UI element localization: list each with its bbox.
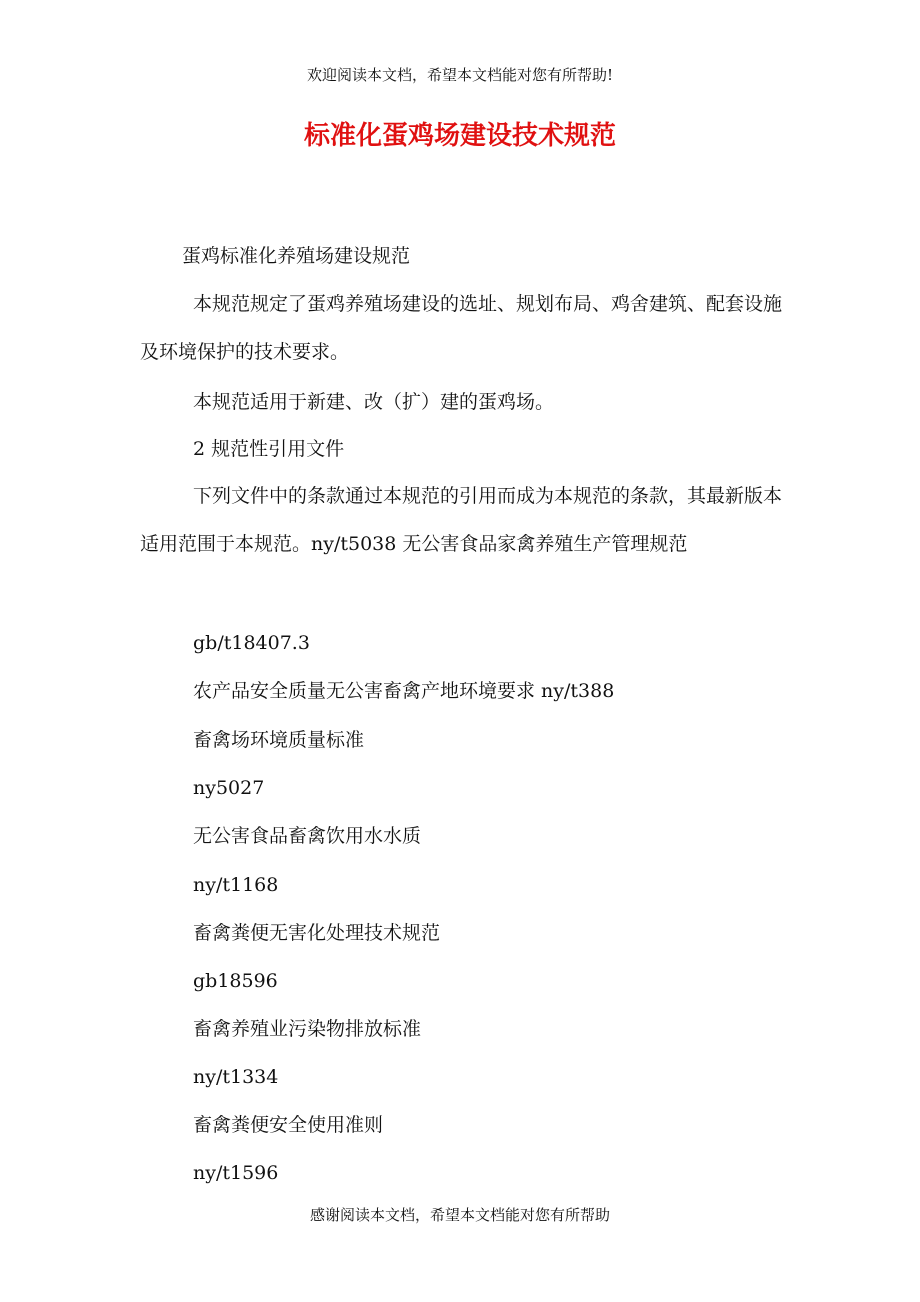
paragraph-applicability: 本规范适用于新建、改（扩）建的蛋鸡场。 — [193, 391, 555, 413]
reference-item: gb18596 — [193, 970, 278, 992]
reference-item: gb/t18407.3 — [193, 632, 310, 654]
reference-item: 畜禽养殖业污染物排放标准 — [193, 1018, 422, 1040]
paragraph-subtitle: 蛋鸡标准化养殖场建设规范 — [182, 245, 411, 267]
reference-item: 畜禽场环境质量标准 — [193, 729, 365, 751]
paragraph-references-intro: 下列文件中的条款通过本规范的引用而成为本规范的条款，其最新版本适用范围于本规范。ny/t5038 无公害食品家禽养殖生产管理规范 — [140, 485, 783, 555]
reference-item: ny/t1334 — [193, 1066, 279, 1088]
section-heading-references: 2 规范性引用文件 — [193, 438, 345, 460]
document-title: 标准化蛋鸡场建设技术规范 — [303, 121, 616, 151]
reference-item: 畜禽粪便安全使用准则 — [193, 1114, 384, 1136]
reference-item: 无公害食品畜禽饮用水水质 — [193, 825, 422, 847]
page-header: 欢迎阅读本文档，希望本文档能对您有所帮助! — [306, 66, 614, 84]
reference-item: 农产品安全质量无公害畜禽产地环境要求 ny/t388 — [193, 680, 615, 702]
page-footer: 感谢阅读本文档，希望本文档能对您有所帮助 — [309, 1206, 610, 1224]
reference-item: ny5027 — [193, 777, 265, 799]
reference-item: ny/t1596 — [193, 1162, 279, 1184]
paragraph-scope: 本规范规定了蛋鸡养殖场建设的选址、规划布局、鸡舍建筑、配套设施及环境保护的技术要求。 — [140, 293, 783, 363]
reference-item: 畜禽粪便无害化处理技术规范 — [193, 922, 441, 944]
reference-item: ny/t1168 — [193, 874, 279, 896]
